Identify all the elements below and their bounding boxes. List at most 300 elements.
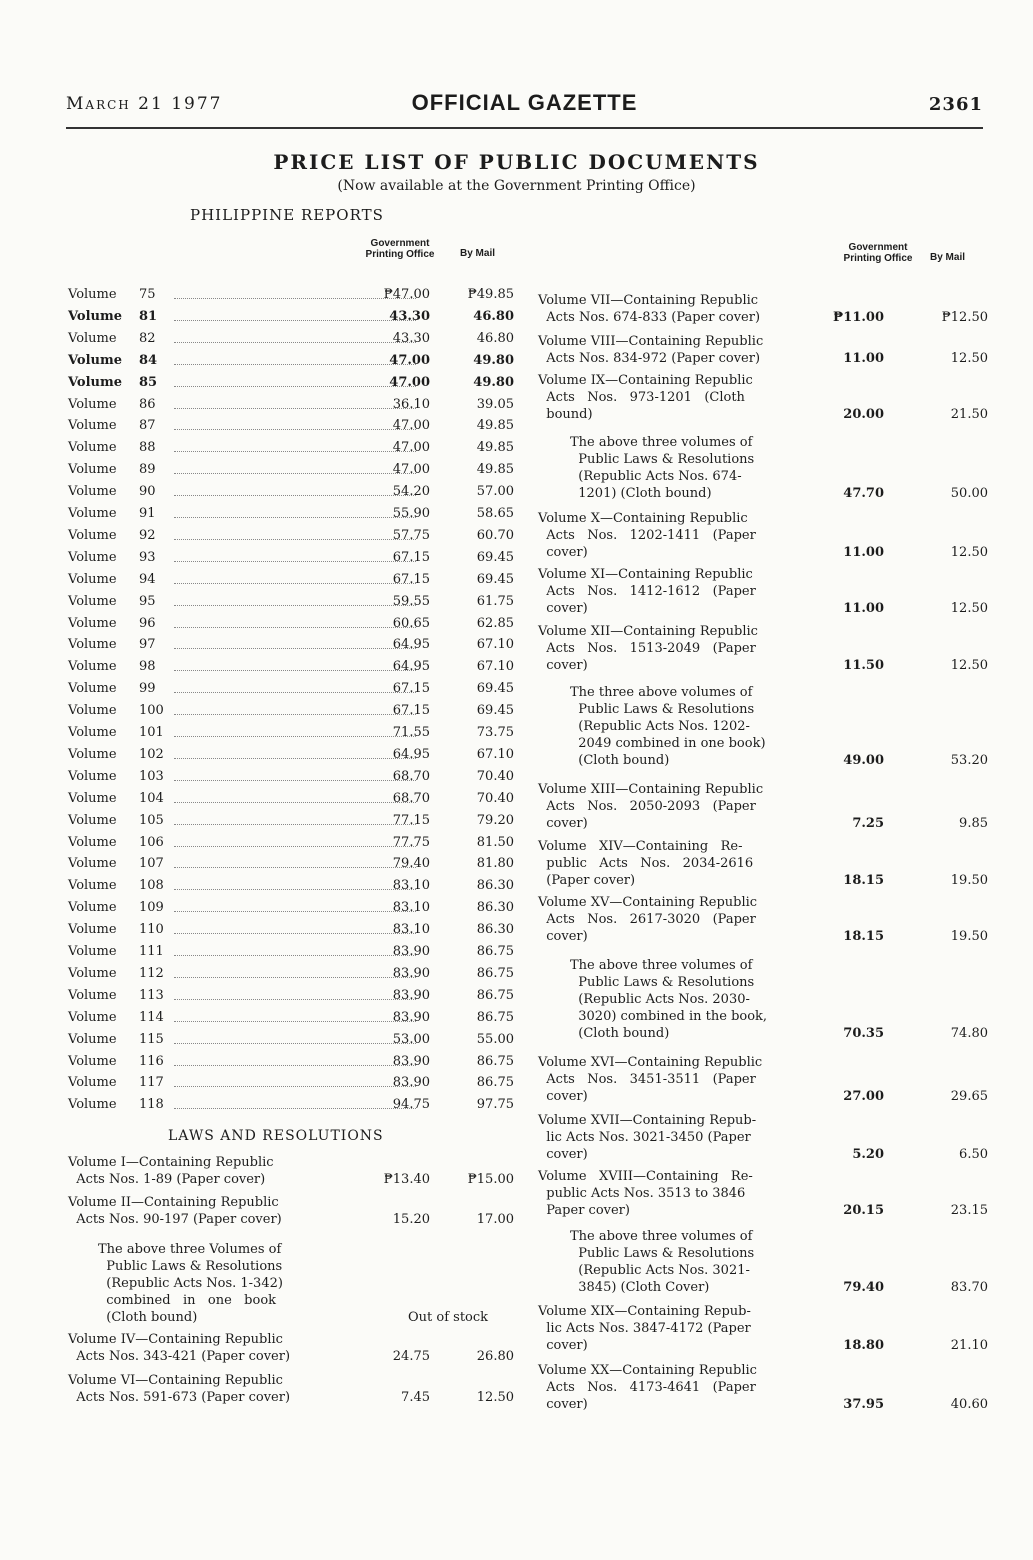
price-gpo: 24.75 [392,1349,430,1364]
price-mail: 23.15 [950,1203,988,1218]
volume-word: Volume [68,1031,117,1047]
law-volume-entry [538,623,988,674]
price-mail: 79.20 [476,812,514,828]
price-gpo: 64.95 [392,637,430,653]
volume-word: Volume [68,637,117,653]
law-volume-entry [538,781,988,832]
price-mail: ₱12.50 [941,310,988,325]
report-row [68,287,518,309]
entry-text: The above three volumes of Public Laws & Resolutions (Republic Acts Nos. 3021- 3845) (Cloth Cover) [570,1229,755,1295]
price-mail: 69.45 [476,681,514,697]
volume-number: 92 [139,527,156,543]
volume-word: Volume [68,812,117,828]
volume-word: Volume [68,900,117,916]
section-heading-philippine-reports: PHILIPPINE REPORTS [190,206,384,224]
price-mail: 97.75 [476,1097,514,1113]
price-mail: 9.85 [959,816,988,831]
price-mail: 86.30 [476,878,514,894]
law-volume-entry [538,372,988,423]
price-gpo: 70.35 [843,1026,884,1041]
entry-text: The above three volumes of Public Laws & Resolutions (Republic Acts Nos. 2030- 3020) combined in the book, (Cloth bound) [570,958,768,1041]
price-gpo: 77.75 [392,834,430,850]
price-gpo: 7.45 [401,1390,430,1405]
entry-text: Volume XIV—Containing Re- public Acts Nos. 2034-2616 (Paper cover) [538,839,754,888]
price-gpo: 67.15 [392,703,430,719]
volume-number: 93 [139,549,156,565]
price-mail: 86.75 [476,944,514,959]
price-mail: 58.65 [476,506,514,521]
price-mail: 81.80 [476,856,514,872]
law-volume-entry [538,333,988,367]
price-mail: 49.80 [473,352,514,368]
price-mail: 19.50 [950,873,988,888]
entry-text: Volume XII—Containing Republic Acts Nos. 1513-2049 (Paper cover) [538,624,758,673]
entry-text: Volume XV—Containing Republic Acts Nos. 2617-3020 (Paper cover) [538,895,758,944]
volume-number: 117 [139,1075,164,1091]
price-gpo: 20.00 [843,407,884,422]
volume-word: Volume [68,1097,117,1113]
volume-label [68,659,156,675]
report-row [68,966,518,988]
volume-word: Volume [68,659,117,675]
column-header-mail: By Mail [930,252,966,263]
price-gpo: 47.00 [392,440,430,456]
volume-word: Volume [68,834,117,850]
price-mail: 53.20 [950,753,988,768]
law-volume-entry [538,292,988,326]
law-volume-entry [538,1168,988,1219]
price-mail: 49.85 [476,440,514,456]
price-gpo: 83.90 [392,1053,430,1069]
price-gpo: 11.00 [843,601,884,616]
price-gpo: 37.95 [843,1397,884,1412]
price-gpo: 60.65 [392,615,430,631]
price-gpo: 47.00 [392,418,430,434]
volume-word: Volume [68,593,117,609]
volume-number: 94 [139,571,156,587]
page-header [66,90,983,122]
volume-word: Volume [68,440,117,456]
report-row [68,331,518,353]
price-mail: 81.50 [476,834,514,850]
volume-number: 116 [139,1053,164,1069]
report-row [68,681,518,703]
report-row [68,418,518,440]
volume-label [68,593,156,609]
entry-text: Volume XIX—Containing Repub- lic Acts Nos. 3847-4172 (Paper cover) [538,1304,751,1353]
volume-word: Volume [68,856,117,872]
price-mail: 74.80 [950,1026,988,1041]
price-gpo: 83.10 [392,878,430,894]
volume-label [68,922,164,938]
volume-number: 107 [139,856,164,872]
price-gpo: 77.15 [392,812,430,828]
price-gpo: 83.90 [392,965,430,981]
entry-text: Volume VII—Containing Republic Acts Nos. 674-833 (Paper cover) [538,293,761,325]
entry-text: Volume IX—Containing Republic Acts Nos. 973-1201 (Cloth bound) [538,373,753,422]
combined-volume-entry [538,957,988,1042]
price-gpo: 67.15 [392,571,430,587]
volume-label [68,418,156,434]
price-mail: 12.50 [950,658,988,673]
price-mail: 49.85 [476,462,514,478]
price-gpo: 83.90 [392,987,430,1003]
price-mail: ₱49.85 [467,287,514,302]
price-gpo: ₱47.00 [383,287,430,302]
combined-volume-entry [538,1228,988,1296]
volume-number: 106 [139,834,164,850]
price-gpo: 15.20 [392,1212,430,1227]
volume-word: Volume [68,965,117,981]
entry-text: Volume I—Containing Republic Acts Nos. 1-89 (Paper cover) [68,1155,274,1187]
report-row [68,594,518,616]
volume-word: Volume [68,703,117,719]
volume-word: Volume [68,418,117,434]
volume-label [68,374,158,390]
price-gpo: 83.10 [392,900,430,916]
volume-label [68,1053,164,1069]
volume-word: Volume [68,506,117,521]
volume-word: Volume [68,681,117,697]
volume-label [68,462,156,478]
volume-number: 101 [139,725,164,740]
price-mail: 69.45 [476,549,514,565]
price-gpo: 83.90 [392,1009,430,1025]
volume-word: Volume [68,922,117,938]
volume-number: 112 [139,965,164,981]
price-mail: 39.05 [476,396,514,412]
report-row [68,1097,518,1119]
law-volume-entry [538,510,988,561]
law-volume-entry [538,894,988,945]
volume-label [68,615,156,631]
volume-number: 90 [139,484,156,500]
law-volume-entry [68,1372,518,1406]
price-gpo: 18.80 [843,1338,884,1353]
volume-number: 109 [139,900,164,916]
price-mail: 21.10 [950,1338,988,1353]
entry-text: Volume XIII—Containing Republic Acts Nos. 2050-2093 (Paper cover) [538,782,764,831]
price-mail: 67.10 [476,637,514,653]
price-mail: 12.50 [950,601,988,616]
header-title: OFFICIAL GAZETTE [411,90,638,115]
price-mail: 86.75 [476,1009,514,1025]
price-mail: ₱15.00 [467,1172,514,1187]
volume-label [68,965,164,981]
volume-word: Volume [68,352,122,368]
price-gpo: 27.00 [843,1089,884,1104]
volume-word: Volume [68,615,117,631]
entry-text: The above three volumes of Public Laws & Resolutions (Republic Acts Nos. 674- 1201) (Cloth bound) [570,435,755,501]
entry-text: Volume XX—Containing Republic Acts Nos. 4173-4641 (Paper cover) [538,1363,757,1412]
volume-label [68,1031,164,1047]
volume-word: Volume [68,308,122,324]
law-volume-entry [538,1362,988,1413]
report-row [68,440,518,462]
price-gpo: 5.20 [852,1147,884,1162]
report-row [68,747,518,769]
price-mail: 12.50 [476,1390,514,1405]
page-number: 2361 [928,94,983,115]
volume-label [68,703,164,719]
report-row [68,572,518,594]
price-gpo: 59.55 [392,593,430,609]
price-mail: 46.80 [476,330,514,346]
report-row [68,1075,518,1097]
report-row [68,835,518,857]
price-mail: 40.60 [950,1397,988,1412]
volume-number: 114 [139,1009,164,1025]
price-gpo: 11.00 [843,351,884,366]
law-volume-entry [538,1054,988,1105]
report-row [68,353,518,375]
volume-number: 96 [139,615,156,631]
volume-word: Volume [68,287,117,302]
price-mail: 86.30 [476,922,514,938]
volume-label [68,768,164,784]
price-gpo: 7.25 [852,816,884,831]
price-gpo: 36.10 [392,396,430,412]
price-mail: 17.00 [476,1212,514,1227]
volume-label [68,1075,164,1091]
price-gpo: 20.15 [843,1203,884,1218]
volume-label [68,506,156,521]
volume-label [68,571,156,587]
combined-volume-entry [538,434,988,502]
report-row [68,878,518,900]
volume-number: 104 [139,790,164,806]
entry-text: The three above volumes of Public Laws & Resolutions (Republic Acts Nos. 1202- 2049 combined in one book) (Cloth bound) [570,685,766,768]
volume-label [68,900,164,916]
volume-number: 108 [139,878,164,894]
price-mail: 50.00 [950,486,988,501]
price-gpo: 18.15 [843,929,884,944]
volume-word: Volume [68,571,117,587]
volume-label [68,812,164,828]
volume-word: Volume [68,746,117,762]
law-volume-entry [538,1112,988,1163]
price-mail: 69.45 [476,703,514,719]
price-gpo: 11.50 [843,658,884,673]
volume-word: Volume [68,944,117,959]
law-volume-entry [68,1194,518,1228]
column-header-mail: By Mail [460,248,496,259]
volume-label [68,352,158,368]
law-volume-entry [538,838,988,889]
volume-word: Volume [68,768,117,784]
price-gpo: 47.00 [389,374,430,390]
price-mail: 70.40 [476,790,514,806]
report-row [68,1054,518,1076]
volume-number: 102 [139,746,164,762]
volume-word: Volume [68,1053,117,1069]
volume-number: 111 [139,944,164,959]
column-header-gpo: Government Printing Office [365,238,435,260]
price-gpo: 43.30 [392,330,430,346]
volume-label [68,308,158,324]
price-gpo: 67.15 [392,549,430,565]
volume-label [68,834,164,850]
law-volume-entry [68,1331,518,1365]
section-heading-laws-resolutions: LAWS AND RESOLUTIONS [168,1128,384,1144]
volume-word: Volume [68,462,117,478]
report-row [68,813,518,835]
volume-word: Volume [68,484,117,500]
price-gpo: 67.15 [392,681,430,697]
price-mail: 46.80 [473,308,514,324]
volume-number: 113 [139,987,164,1003]
volume-label [68,330,156,346]
report-row [68,550,518,572]
price-mail: 73.75 [476,725,514,740]
volume-word: Volume [68,790,117,806]
report-row [68,484,518,506]
volume-label [68,856,164,872]
volume-label [68,944,164,959]
report-row [68,506,518,528]
price-gpo: 64.95 [392,746,430,762]
volume-label [68,396,156,412]
price-gpo: 79.40 [392,856,430,872]
volume-number: 98 [139,659,156,675]
volume-number: 84 [139,352,158,368]
price-mail: 6.50 [959,1147,988,1162]
volume-number: 81 [139,308,158,324]
report-row [68,922,518,944]
volume-label [68,527,156,543]
volume-word: Volume [68,1009,117,1025]
price-mail: 86.75 [476,1053,514,1069]
price-gpo: 49.00 [843,753,884,768]
entry-text: Volume II—Containing Republic Acts Nos. 90-197 (Paper cover) [68,1195,282,1227]
volume-word: Volume [68,987,117,1003]
volume-word: Volume [68,1075,117,1091]
volume-word: Volume [68,330,117,346]
price-gpo: 18.15 [843,873,884,888]
price-mail: 86.75 [476,965,514,981]
report-row [68,856,518,878]
header-date: March 21 1977 [66,94,223,114]
price-mail: 86.30 [476,900,514,916]
volume-number: 105 [139,812,164,828]
law-volume-entry [538,566,988,617]
volume-number: 91 [139,506,156,521]
volume-number: 87 [139,418,156,434]
combined-volume-entry [68,1241,518,1326]
price-gpo: 53.00 [392,1031,430,1047]
volume-label [68,637,156,653]
price-gpo: 54.20 [392,484,430,500]
price-mail: 86.75 [476,1075,514,1091]
volume-label [68,484,156,500]
report-row [68,769,518,791]
price-mail: 19.50 [950,929,988,944]
header-rule [66,127,983,129]
volume-label [68,1009,164,1025]
price-gpo: 55.90 [392,506,430,521]
volume-label [68,746,164,762]
document-title: PRICE LIST OF PUBLIC DOCUMENTS [273,150,760,174]
report-row [68,616,518,638]
report-row [68,1032,518,1054]
volume-label [68,725,164,740]
report-row [68,637,518,659]
volume-number: 85 [139,374,158,390]
volume-number: 118 [139,1097,164,1113]
volume-label [68,287,156,302]
volume-label [68,549,156,565]
entry-text: Volume IV—Containing Republic Acts Nos. 343-421 (Paper cover) [68,1332,291,1364]
price-mail: 29.65 [950,1089,988,1104]
volume-number: 95 [139,593,156,609]
report-row [68,1010,518,1032]
price-mail: 70.40 [476,768,514,784]
price-gpo: 57.75 [392,527,430,543]
volume-number: 97 [139,637,156,653]
price-mail: 67.10 [476,746,514,762]
volume-label [68,681,156,697]
price-mail: 62.85 [476,615,514,631]
report-row [68,528,518,550]
volume-number: 115 [139,1031,164,1047]
combined-volume-entry [538,684,988,769]
price-gpo: 83.90 [392,944,430,959]
entry-text: Volume XVI—Containing Republic Acts Nos. 3451-3511 (Paper cover) [538,1055,763,1104]
law-volume-entry [68,1154,518,1188]
entry-text: Volume XVIII—Containing Re- public Acts Nos. 3513 to 3846 Paper cover) [538,1169,753,1218]
price-gpo: 68.70 [392,768,430,784]
price-gpo: 47.00 [389,352,430,368]
volume-number: 75 [139,287,156,302]
price-mail: 61.75 [476,593,514,609]
volume-word: Volume [68,878,117,894]
report-row [68,791,518,813]
price-mail: 86.75 [476,987,514,1003]
volume-number: 82 [139,330,156,346]
report-row [68,462,518,484]
price-mail: 57.00 [476,484,514,500]
volume-number: 86 [139,396,156,412]
price-gpo: 83.90 [392,1075,430,1091]
volume-word: Volume [68,725,117,740]
volume-number: 110 [139,922,164,938]
volume-word: Volume [68,396,117,412]
entry-text: Volume XI—Containing Republic Acts Nos. 1412-1612 (Paper cover) [538,567,756,616]
volume-label [68,440,156,456]
volume-word: Volume [68,374,122,390]
entry-text: Volume X—Containing Republic Acts Nos. 1202-1411 (Paper cover) [538,511,756,560]
price-mail: 69.45 [476,571,514,587]
volume-number: 89 [139,462,156,478]
price-mail: 49.80 [473,374,514,390]
volume-label [68,790,164,806]
report-row [68,944,518,966]
report-row [68,900,518,922]
price-gpo: ₱13.40 [383,1172,430,1187]
price-gpo: 43.30 [389,308,430,324]
volume-word: Volume [68,549,117,565]
volume-label [68,878,164,894]
entry-text: Volume VI—Containing Republic Acts Nos. 591-673 (Paper cover) [68,1373,291,1405]
report-row [68,988,518,1010]
volume-number: 103 [139,768,164,784]
law-volume-entry [538,1303,988,1354]
report-row [68,309,518,331]
price-gpo: 94.75 [392,1097,430,1113]
report-row [68,703,518,725]
price-mail: 49.85 [476,418,514,434]
price-gpo: 64.95 [392,659,430,675]
